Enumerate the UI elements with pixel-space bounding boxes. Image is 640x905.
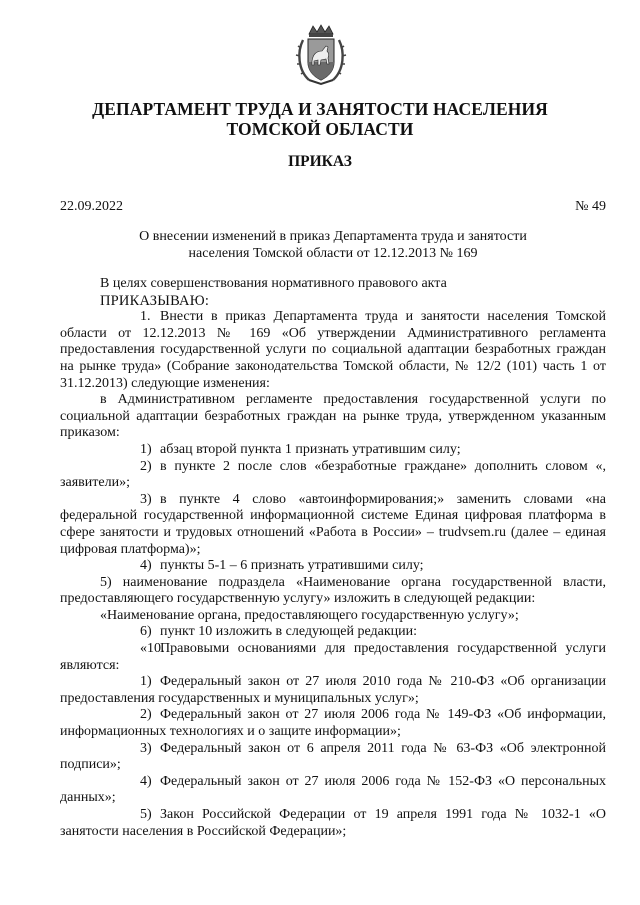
law-item-1 xyxy=(60,674,606,707)
law-item-4-number: 4) xyxy=(140,773,152,789)
law-item-3-text: Федеральный закон от 6 апреля 2011 года № 63-ФЗ «Об электронной подписи»; xyxy=(60,740,606,773)
law-item-3 xyxy=(60,741,606,774)
item-6-number: 6) xyxy=(140,624,152,640)
item-2-number: 2) xyxy=(140,458,152,474)
document-date: 22.09.2022 xyxy=(60,199,123,214)
paragraph-1-text: Внести в приказ Департамента труда и занятости населения Томской области от 12.12.2013 № 169 «Об утверждении Административного регламента предоставления государственной услуги по социальной адаптации безработных граждан на рынке труда» (Собрание законодательства Томской области, № 12/2 (101) часть 1 от 31.12.2013) следующие изменения: xyxy=(60,309,606,391)
item-1-text: абзац второй пункта 1 признать утратившим силу; xyxy=(160,441,461,457)
item-1-number: 1) xyxy=(140,441,152,457)
document-body xyxy=(60,276,606,840)
department-name-line2: ТОМСКОЙ ОБЛАСТИ xyxy=(226,119,414,139)
document-subject xyxy=(60,228,606,262)
law-item-4 xyxy=(60,774,606,807)
law-item-2-text: Федеральный закон от 27 июля 2006 года № 149-ФЗ «Об информации, информационных технологиях и о защите информации»; xyxy=(60,707,606,740)
law-item-5 xyxy=(60,807,606,840)
subject-line2: населения Томской области от 12.12.2013 № 169 xyxy=(188,246,478,261)
clause-10 xyxy=(60,641,606,674)
tomsk-coat-of-arms-icon xyxy=(295,24,347,86)
paragraph-1-number: 1. xyxy=(140,309,151,325)
law-item-2 xyxy=(60,707,606,740)
item-5-quote: «Наименование органа, предоставляющего государственную услугу»; xyxy=(100,607,519,623)
document-type-title: ПРИКАЗ xyxy=(288,153,352,170)
law-item-1-text: Федеральный закон от 27 июля 2010 года № 210-ФЗ «Об организации предоставления государственных и муниципальных услуг»; xyxy=(60,674,606,706)
item-6-text: пункт 10 изложить в следующей редакции: xyxy=(160,624,417,640)
subject-line1: О внесении изменений в приказ Департамента труда и занятости xyxy=(139,229,527,244)
item-5: 5) наименование подраздела «Наименование органа государственной власти, предоставляющего государственную услугу» изложить в следующей редакции: xyxy=(60,574,606,607)
law-item-5-text: Закон Российской Федерации от 19 апреля 1991 года № 1032-1 «О занятости населения в Российской Федерации»; xyxy=(60,807,606,839)
paragraph-1 xyxy=(60,309,606,392)
department-name-line1: ДЕПАРТАМЕНТ ТРУДА И ЗАНЯТОСТИ НАСЕЛЕНИЯ xyxy=(92,99,548,119)
item-4 xyxy=(60,558,606,575)
item-1 xyxy=(60,442,606,459)
law-item-4-text: Федеральный закон от 27 июля 2006 года № 152-ФЗ «О персональных данных»; xyxy=(60,773,606,806)
clause-10-text: Правовыми основаниями для предоставления государственной услуги являются: xyxy=(60,641,606,673)
item-4-text: пункты 5-1 – 6 признать утратившими силу; xyxy=(160,558,424,574)
item-2 xyxy=(60,459,606,492)
law-item-5-number: 5) xyxy=(140,807,152,822)
clause-10-number: «10. xyxy=(140,641,165,657)
law-item-2-number: 2) xyxy=(140,707,152,723)
document-number: № 49 xyxy=(575,199,606,214)
item-4-number: 4) xyxy=(140,558,152,574)
law-item-1-number: 1) xyxy=(140,674,152,690)
law-item-3-number: 3) xyxy=(140,740,152,756)
item-3-text: в пункте 4 слово «автоинформирования;» заменить словами «на федеральной государственной информационной системе Единая цифровая платформа в сфере занятости и трудовых отношений «Работа в России» – trudvsem.ru (далее – единая цифровая платформа)»; xyxy=(60,491,606,557)
item-2-text: в пункте 2 после слов «безработные граждане» дополнить словом «, заявители»; xyxy=(60,458,606,491)
paragraph-2: в Административном регламенте предоставления государственной услуги по социальной адаптации безработных граждан на рынке труда, утвержденном указанным приказом: xyxy=(60,392,606,441)
item-3-number: 3) xyxy=(140,491,152,507)
order-word: ПРИКАЗЫВАЮ: xyxy=(100,292,210,309)
item-3 xyxy=(60,492,606,558)
intro-paragraph: В целях совершенствования нормативного правового акта xyxy=(100,276,447,291)
item-6 xyxy=(60,624,606,641)
